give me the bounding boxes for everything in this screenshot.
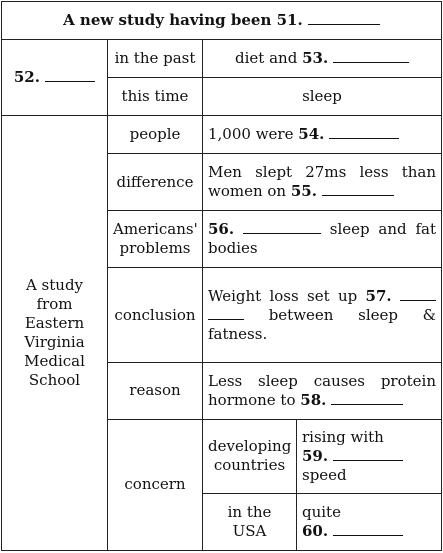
blank-56[interactable] — [243, 220, 321, 234]
title-number: 51. — [276, 11, 303, 30]
past-text: diet and — [235, 49, 298, 68]
thistime-label: this time — [108, 78, 203, 116]
thistime-text: sleep — [203, 78, 442, 116]
usa-label-line: in the — [227, 502, 272, 521]
difference-number: 55. — [290, 182, 317, 201]
q52-number: 52. — [13, 68, 40, 87]
title-text: A new study having been — [63, 11, 272, 30]
americans-cell — [203, 211, 442, 268]
difference-label: difference — [108, 154, 203, 211]
study-line: Virginia — [24, 333, 85, 352]
developing-cell — [297, 419, 442, 493]
blank-53[interactable] — [333, 49, 409, 63]
reason-cell — [203, 362, 442, 419]
conclusion-text: Weight loss set up — [208, 286, 358, 305]
study-cell — [2, 116, 108, 551]
usa-text: quite — [302, 502, 341, 521]
blank-57b[interactable] — [208, 306, 244, 320]
reason-text: Less sleep causes protein hormone to — [208, 371, 436, 409]
study-line: A study — [25, 276, 84, 295]
reason-label: reason — [108, 362, 203, 419]
people-cell — [203, 116, 442, 154]
blank-52[interactable] — [45, 68, 95, 82]
usa-label-line: USA — [232, 521, 267, 540]
study-line: School — [28, 371, 81, 390]
summary-table — [1, 1, 442, 551]
blank-59[interactable] — [333, 447, 403, 461]
worksheet — [1, 1, 441, 551]
study-line: Medical — [24, 352, 85, 371]
conclusion-text-2: between sleep & fatness. — [208, 305, 436, 343]
conclusion-label: conclusion — [108, 268, 203, 362]
q52-cell — [2, 40, 108, 116]
difference-text: Men slept 27ms less than women on — [208, 163, 436, 201]
blank-60[interactable] — [333, 522, 403, 536]
americans-label-line: problems — [119, 239, 191, 258]
people-label: people — [108, 116, 203, 154]
americans-text: sleep and fat bodies — [208, 220, 436, 258]
past-cell — [203, 40, 442, 78]
americans-label — [108, 211, 203, 268]
usa-cell — [297, 493, 442, 550]
usa-answer-line — [302, 522, 436, 541]
past-label: in the past — [108, 40, 203, 78]
blank-55[interactable] — [322, 182, 394, 196]
blank-51[interactable] — [308, 11, 380, 25]
study-line: Eastern — [24, 314, 85, 333]
blank-54[interactable] — [329, 125, 399, 139]
americans-label-line: Americans' — [113, 220, 198, 239]
blank-58[interactable] — [331, 391, 403, 405]
people-text: 1,000 were — [208, 125, 294, 144]
developing-label-line: developing — [208, 437, 292, 456]
developing-label — [203, 419, 297, 493]
title-row — [2, 2, 442, 40]
conclusion-cell — [203, 268, 442, 362]
past-number: 53. — [302, 49, 329, 68]
usa-label — [203, 493, 297, 550]
people-row — [2, 116, 442, 154]
americans-number: 56. — [208, 220, 235, 239]
difference-cell — [203, 154, 442, 211]
past-row — [2, 40, 442, 78]
usa-number: 60. — [302, 521, 329, 540]
developing-number: 59. — [302, 446, 329, 465]
title-cell — [2, 2, 442, 40]
developing-label-line: countries — [213, 456, 286, 475]
blank-57a[interactable] — [400, 287, 436, 301]
developing-text-2: speed — [302, 465, 347, 484]
concern-label: concern — [108, 419, 203, 550]
developing-text: rising with — [302, 427, 384, 446]
study-line: from — [36, 295, 73, 314]
conclusion-number: 57. — [365, 286, 392, 305]
developing-answer-line — [302, 447, 436, 466]
reason-number: 58. — [300, 390, 327, 409]
people-number: 54. — [298, 125, 325, 144]
